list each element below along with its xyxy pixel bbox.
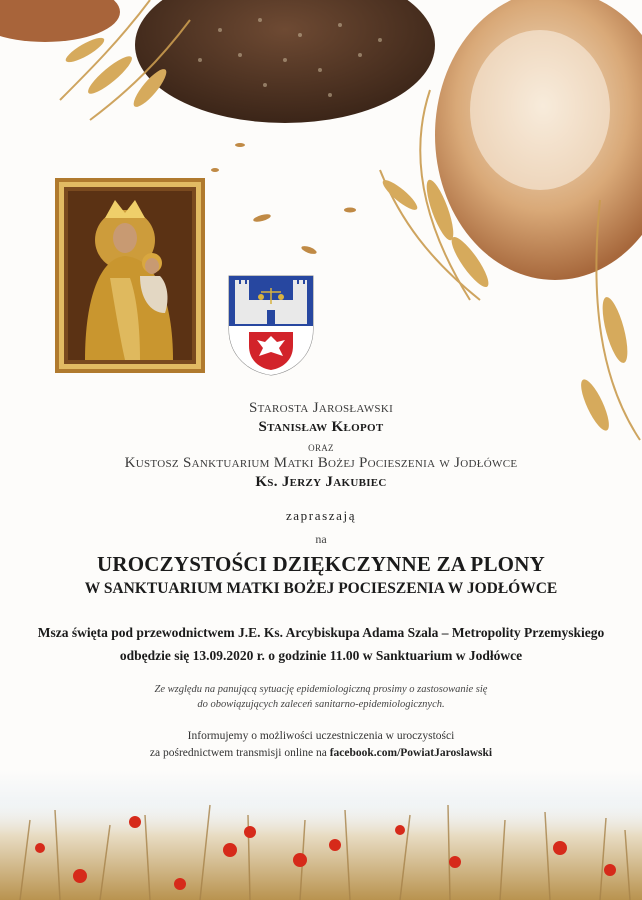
madonna-icon-image: [55, 178, 205, 373]
online-info-line-1: Informujemy o możliwości uczestniczenia w uroczystości: [187, 730, 455, 742]
conjunction-oraz: oraz: [308, 439, 334, 454]
mass-details-line-2: odbędzie się 13.09.2020 r. o godzinie 11.00 w Sanktuarium w Jodłówce: [119, 648, 523, 663]
event-subtitle: W SANKTUARIUM MATKI BOŻEJ POCIESZENIA W JODŁÓWCE: [84, 580, 558, 597]
bread-loaf-small: [0, 0, 120, 42]
epidemic-notice-line-2: do obowiązujących zaleceń sanitarno-epidemiologicznych.: [197, 699, 445, 710]
facebook-link[interactable]: facebook.com/PowiatJaroslawski: [329, 747, 493, 759]
kustosz-name: Ks. Jerzy Jakubiec: [255, 474, 387, 490]
starosta-name: Stanisław Kłopot: [258, 419, 384, 435]
online-info-line-2: [0, 747, 642, 759]
invitation-verb: zapraszają: [285, 508, 357, 523]
mass-details-line-1: Msza święta pod przewodnictwem J.E. Ks. Arcybiskupa Adama Szala – Metropolity Przemyskiego: [37, 625, 605, 640]
starosta-title: Starosta Jarosławski: [248, 400, 394, 416]
online-info-prefix: za pośrednictwem transmisji online na: [149, 747, 330, 759]
event-title: UROCZYSTOŚCI DZIĘKCZYNNE ZA PLONY: [97, 552, 545, 576]
kustosz-title: Kustosz Sanktuarium Matki Bożej Pocieszenia w Jodłówce: [124, 455, 518, 471]
invitation-preposition: na: [315, 532, 327, 546]
epidemic-notice-line-1: Ze względu na panującą sytuację epidemiologiczną prosimy o zastosowanie się: [154, 684, 488, 695]
coat-of-arms-image: [227, 274, 315, 376]
